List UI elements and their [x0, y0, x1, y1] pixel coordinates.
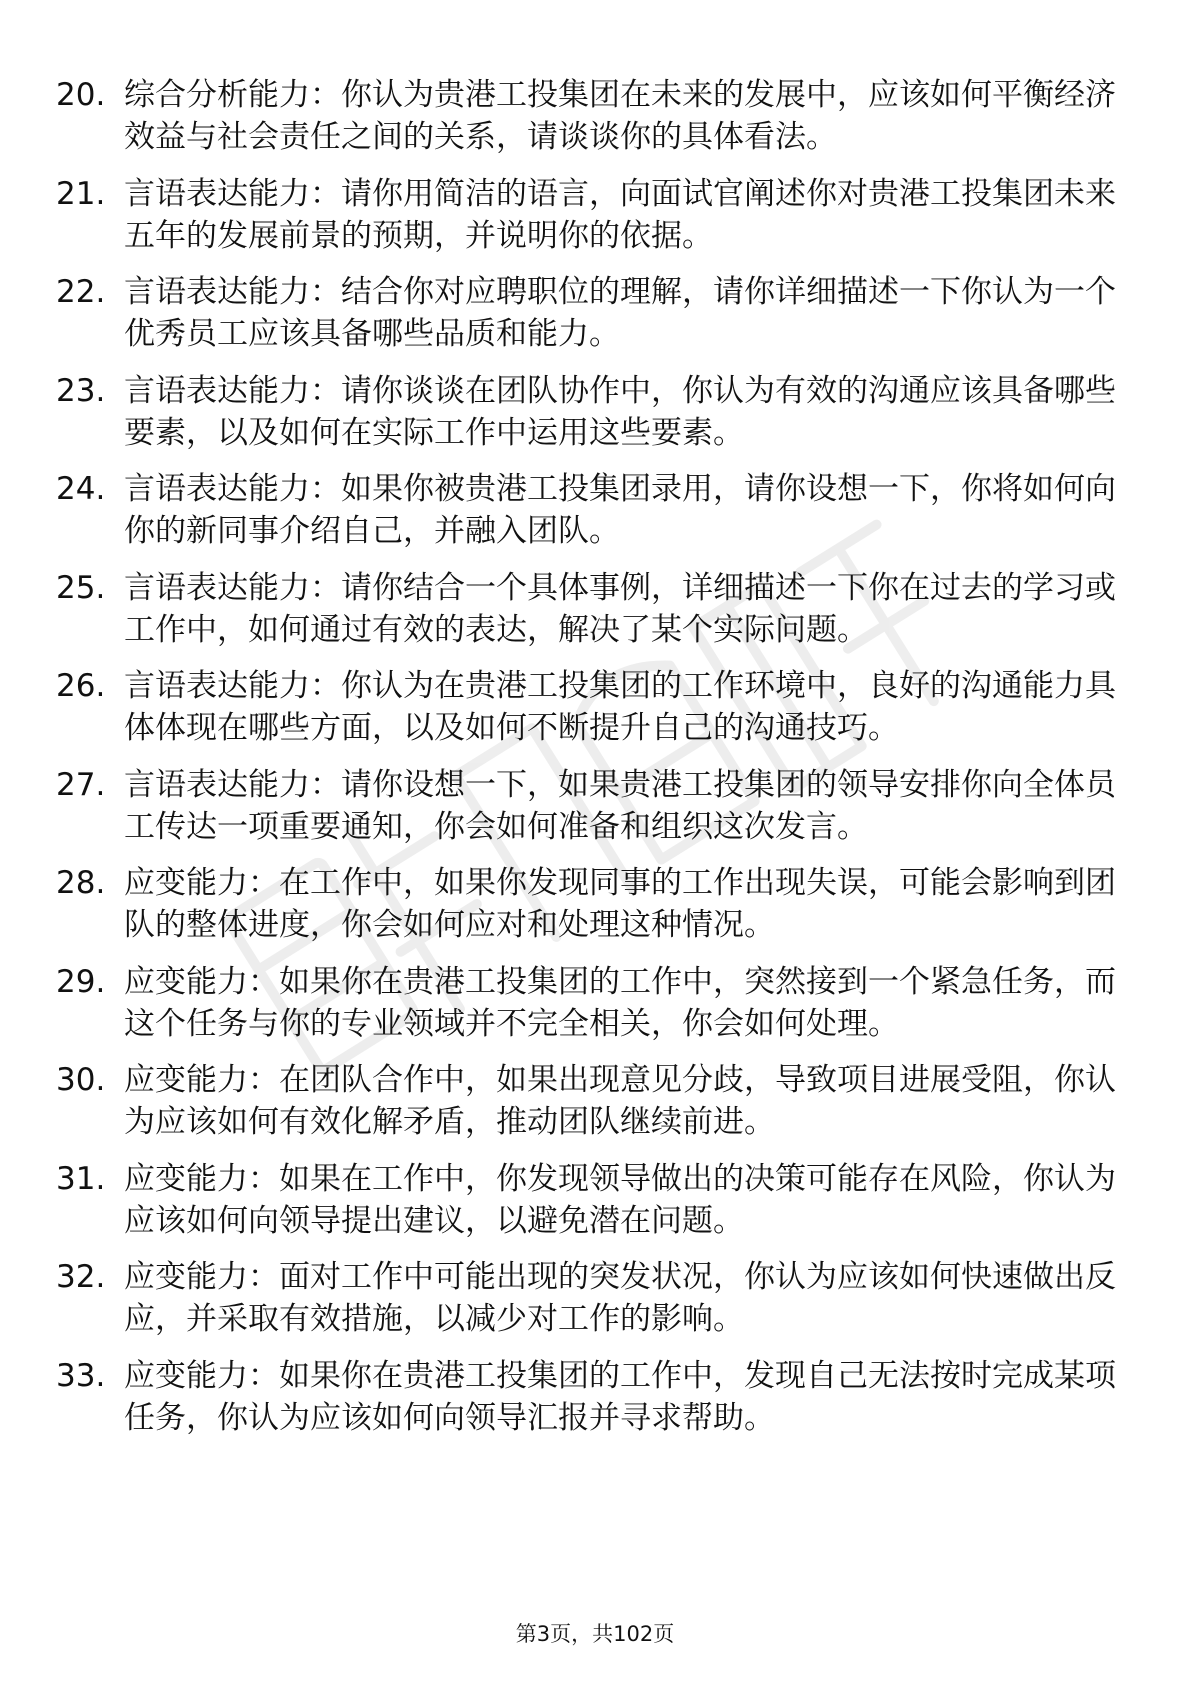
question-number: 32.: [56, 1259, 106, 1295]
question-text: 言语表达能力：请你谈谈在团队协作中，你认为有效的沟通应该具备哪些要素，以及如何在实际工作中运用这些要素。: [124, 372, 1116, 451]
question-item: [56, 74, 1116, 158]
question-number: 28.: [56, 865, 106, 901]
question-text: 应变能力：在团队合作中，如果出现意见分歧，导致项目进展受阻，你认为应该如何有效化解矛盾，推动团队继续前进。: [124, 1062, 1116, 1140]
question-text: 言语表达能力：请你用简洁的语言，向面试官阐述你对贵港工投集团未来五年的发展前景的预期，并说明你的依据。: [124, 175, 1116, 254]
question-text: 言语表达能力：请你设想一下，如果贵港工投集团的领导安排你向全体员工传达一项重要通知，你会如何准备和组织这次发言。: [124, 766, 1116, 845]
question-item: [56, 567, 1116, 651]
question-number: 31.: [56, 1160, 106, 1197]
question-number: 26.: [56, 668, 106, 704]
question-list: [56, 74, 1116, 1453]
question-number: 27.: [56, 766, 106, 803]
question-item: [56, 862, 1116, 946]
question-number: 30.: [56, 1062, 106, 1098]
question-text: 应变能力：如果你在贵港工投集团的工作中，突然接到一个紧急任务，而这个任务与你的专业领域并不完全相关，你会如何处理。: [124, 963, 1116, 1042]
question-item: [56, 370, 1116, 454]
page-number-label: 第3页，共102页: [515, 1622, 675, 1646]
question-text: 言语表达能力：你认为在贵港工投集团的工作环境中，良好的沟通能力具体体现在哪些方面，以及如何不断提升自己的沟通技巧。: [124, 668, 1116, 746]
question-text: 应变能力：如果在工作中，你发现领导做出的决策可能存在风险，你认为应该如何向领导提出建议，以避免潜在问题。: [124, 1160, 1116, 1239]
question-item: [56, 1158, 1116, 1242]
question-text: 言语表达能力：结合你对应聘职位的理解，请你详细描述一下你认为一个优秀员工应该具备哪些品质和能力。: [124, 274, 1116, 352]
question-text: 应变能力：如果你在贵港工投集团的工作中，发现自己无法按时完成某项任务，你认为应该如何向领导汇报并寻求帮助。: [124, 1357, 1116, 1436]
question-item: [56, 271, 1116, 355]
question-number: 20.: [56, 77, 106, 113]
question-item: [56, 173, 1116, 257]
page-footer: [0, 1620, 1190, 1648]
question-number: 25.: [56, 569, 106, 606]
question-item: [56, 1355, 1116, 1439]
question-number: 22.: [56, 274, 106, 310]
question-text: 综合分析能力：你认为贵港工投集团在未来的发展中，应该如何平衡经济效益与社会责任之间的关系，请谈谈你的具体看法。: [124, 77, 1116, 155]
question-item: [56, 1256, 1116, 1340]
question-number: 29.: [56, 963, 106, 1000]
question-number: 21.: [56, 175, 106, 212]
question-text: 应变能力：在工作中，如果你发现同事的工作出现失误，可能会影响到团队的整体进度，你会如何应对和处理这种情况。: [124, 865, 1116, 943]
question-number: 24.: [56, 471, 106, 507]
question-item: [56, 764, 1116, 848]
question-item: [56, 1059, 1116, 1143]
question-item: [56, 961, 1116, 1045]
question-number: 33.: [56, 1357, 106, 1394]
question-number: 23.: [56, 372, 106, 409]
question-item: [56, 468, 1116, 552]
question-text: 应变能力：面对工作中可能出现的突发状况，你认为应该如何快速做出反应，并采取有效措施，以减少对工作的影响。: [124, 1259, 1116, 1337]
question-text: 言语表达能力：请你结合一个具体事例，详细描述一下你在过去的学习或工作中，如何通过有效的表达，解决了某个实际问题。: [124, 569, 1116, 648]
question-item: [56, 665, 1116, 749]
question-text: 言语表达能力：如果你被贵港工投集团录用，请你设想一下，你将如何向你的新同事介绍自己，并融入团队。: [124, 471, 1116, 549]
